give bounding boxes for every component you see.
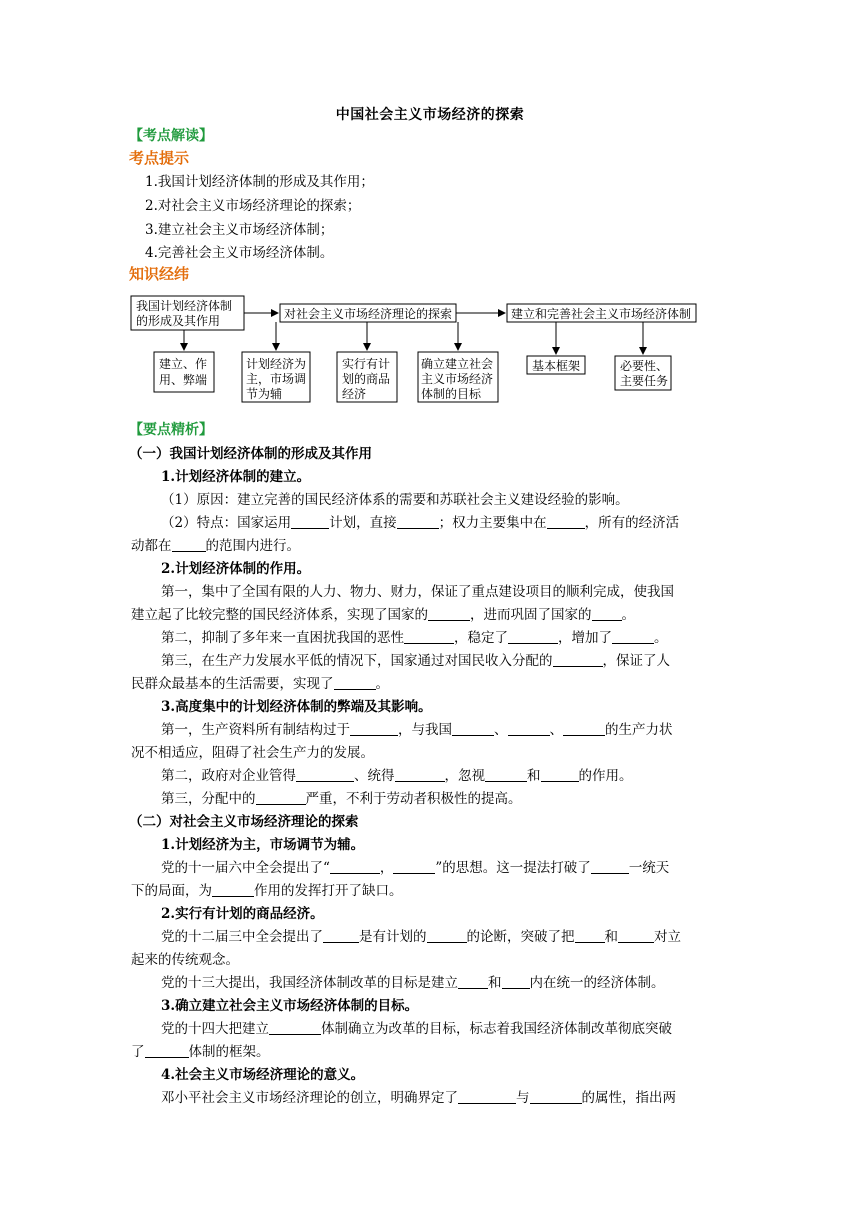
text: 第二，抑制了多年来一直困扰我国的恶性 [161, 630, 404, 646]
text: 第三，分配中的 [161, 791, 256, 807]
fill-blank [393, 859, 435, 874]
text: 第一，生产资料所有制结构过于 [161, 722, 350, 738]
paragraph [131, 1042, 741, 1062]
text: 党的十三大提出，我国经济体制改革的目标是建立 [161, 975, 458, 991]
text: 和 [604, 929, 618, 945]
paragraph [161, 628, 771, 648]
text: 的作用。 [578, 768, 633, 784]
paragraph: （1）原因：建立完善的国民经济体系的需要和苏联社会主义建设经验的影响。 [161, 492, 629, 508]
diagram-text: 体制的目标 [421, 387, 482, 401]
diagram-text: 实行有计 [342, 357, 391, 371]
text: ， [379, 860, 394, 876]
diagram-text: 建立、作 [159, 357, 208, 371]
text: 邓小平社会主义市场经济理论的创立，明确界定了 [161, 1090, 458, 1106]
diagram-text: 节为辅 [246, 387, 283, 401]
paragraph: 第一，集中了全国有限的人力、物力、财力，保证了重点建设项目的顺利完成，使我国 [161, 584, 674, 600]
fill-blank [612, 629, 654, 644]
subheading: 1.计划经济体制的建立。 [161, 469, 311, 485]
diagram-text: 对社会主义市场经济理论的探索 [284, 307, 453, 321]
text: ，忽视 [444, 768, 485, 784]
diagram-text: 主，市场调 [246, 372, 307, 386]
diagram-text: 主要任务 [620, 374, 669, 388]
text: 下的局面，为 [131, 883, 212, 899]
fill-blank [330, 859, 380, 874]
diagram-text: 主义市场经济 [421, 372, 494, 386]
fill-blank [458, 1089, 516, 1104]
subheading: 2.计划经济体制的作用。 [161, 561, 311, 577]
paragraph [131, 881, 741, 901]
diagram-text: 计划经济为 [246, 357, 307, 371]
text: 第三，在生产力发展水平低的情况下，国家通过对国民收入分配的 [161, 653, 553, 669]
fill-blank [452, 721, 494, 736]
fill-blank [485, 767, 527, 782]
tip-item: 4.完善社会主义市场经济体制。 [145, 245, 334, 261]
diagram-text: 建立和完善社会主义市场经济体制 [511, 307, 692, 321]
text: 和 [488, 975, 502, 991]
paragraph [161, 973, 771, 993]
text: ”的思想。这一提法打破了 [435, 860, 591, 876]
section-yaodian-jingxi: 【要点精析】 [129, 422, 213, 438]
fill-blank [269, 1020, 321, 1035]
text: 。 [375, 676, 389, 692]
text: 的论断，突破了把 [466, 929, 575, 945]
text: 是有计划的 [359, 929, 427, 945]
fill-blank [547, 514, 585, 529]
text: 的生产力状 [605, 722, 673, 738]
text: ，进而巩固了国家的 [470, 607, 592, 623]
fill-blank [404, 629, 454, 644]
section-kaodian-jiedu: 【考点解读】 [129, 128, 213, 144]
heading-part-two: （二）对社会主义市场经济理论的探索 [129, 814, 359, 830]
paragraph [161, 1019, 771, 1039]
text: 建立起了比较完整的国民经济体系，实现了国家的 [131, 607, 428, 623]
fill-blank [145, 1043, 189, 1058]
fill-blank [563, 721, 605, 736]
paragraph [161, 1088, 771, 1108]
fill-blank [592, 606, 622, 621]
text: 与 [516, 1090, 530, 1106]
page-title: 中国社会主义市场经济的探索 [335, 107, 525, 123]
text: ，所有的经济活 [584, 515, 680, 531]
text: ，保证了人 [602, 653, 670, 669]
diagram-text: 用、弊端 [159, 373, 208, 387]
text: 一统天 [628, 860, 670, 876]
fill-blank [296, 767, 354, 782]
subheading: 1.计划经济为主，市场调节为辅。 [161, 837, 365, 853]
fill-blank [334, 675, 376, 690]
subheading: 4.社会主义市场经济理论的意义。 [161, 1067, 365, 1083]
fill-blank [591, 859, 629, 874]
fill-blank [427, 928, 467, 943]
fill-blank [618, 928, 654, 943]
text: 的范围内进行。 [205, 538, 300, 554]
fill-blank [458, 974, 488, 989]
text: 动都在 [131, 538, 172, 554]
text: 、 [494, 722, 508, 738]
text: 、统得 [354, 768, 395, 784]
text: 体制的框架。 [188, 1044, 270, 1060]
diagram-text: 必要性、 [620, 359, 669, 373]
diagram-text: 确立建立社会 [421, 357, 494, 371]
paragraph [161, 513, 771, 533]
fill-blank [256, 790, 306, 805]
fill-blank [530, 1089, 582, 1104]
paragraph [161, 720, 771, 740]
fill-blank [172, 537, 206, 552]
text: 了 [131, 1044, 145, 1060]
text: 计划，直接 [329, 515, 397, 531]
tip-item: 1.我国计划经济体制的形成及其作用； [145, 174, 374, 190]
text: 内在统一的经济体制。 [529, 975, 665, 991]
fill-blank [291, 514, 329, 529]
text: 党的十二届三中全会提出了 [161, 929, 323, 945]
fill-blank [395, 767, 445, 782]
paragraph [131, 605, 741, 625]
fill-blank [553, 652, 603, 667]
subheading: 3.确立建立社会主义市场经济体制的目标。 [161, 998, 419, 1014]
paragraph [131, 674, 741, 694]
text: 对立 [654, 929, 681, 945]
text: 的属性，指出两 [581, 1090, 676, 1106]
section-zhishi-jingwei: 知识经纬 [129, 265, 190, 283]
paragraph [131, 536, 741, 556]
tip-item: 3.建立社会主义市场经济体制； [145, 222, 334, 238]
paragraph [161, 789, 771, 809]
fill-blank [397, 514, 439, 529]
fill-blank [575, 928, 605, 943]
text: （2）特点：国家运用 [161, 515, 292, 531]
knowledge-diagram [0, 0, 860, 420]
text: 作用的发挥打开了缺口。 [254, 883, 403, 899]
text: ；权力主要集中在 [438, 515, 547, 531]
text: 、 [549, 722, 563, 738]
paragraph [161, 651, 771, 671]
fill-blank [508, 629, 558, 644]
paragraph [161, 927, 771, 947]
text: 民群众最基本的生活需要，实现了 [131, 676, 334, 692]
diagram-text: 的形成及其作用 [136, 314, 221, 328]
text: 第二，政府对企业管得 [161, 768, 296, 784]
paragraph [161, 858, 771, 878]
text: ，与我国 [398, 722, 452, 738]
paragraph: 况不相适应，阻碍了社会生产力的发展。 [131, 745, 374, 761]
text: ，增加了 [558, 630, 612, 646]
subheading: 3.高度集中的计划经济体制的弊端及其影响。 [161, 699, 432, 715]
paragraph [161, 766, 771, 786]
diagram-text: 经济 [342, 387, 367, 401]
tip-item: 2.对社会主义市场经济理论的探索； [145, 198, 361, 214]
text: 体制确立为改革的目标，标志着我国经济体制改革彻底突破 [321, 1021, 672, 1037]
text: 。 [621, 607, 635, 623]
fill-blank [502, 974, 530, 989]
fill-blank [428, 606, 470, 621]
text: 党的十四大把建立 [161, 1021, 269, 1037]
fill-blank [508, 721, 550, 736]
diagram-text: 基本框架 [532, 359, 581, 373]
text: 。 [654, 630, 668, 646]
fill-blank [323, 928, 359, 943]
fill-blank [212, 882, 254, 897]
diagram-text: 我国计划经济体制 [136, 299, 233, 313]
text: 党的十一届六中全会提出了“ [161, 860, 330, 876]
diagram-text: 划的商品 [342, 372, 391, 386]
fill-blank [541, 767, 579, 782]
section-kaodian-tishi: 考点提示 [129, 149, 190, 167]
text: ，稳定了 [454, 630, 508, 646]
subheading: 2.实行有计划的商品经济。 [161, 906, 324, 922]
text: 严重，不利于劳动者积极性的提高。 [305, 791, 522, 807]
paragraph: 起来的传统观念。 [131, 952, 239, 968]
heading-part-one: （一）我国计划经济体制的形成及其作用 [129, 446, 372, 462]
text: 和 [527, 768, 541, 784]
fill-blank [350, 721, 398, 736]
